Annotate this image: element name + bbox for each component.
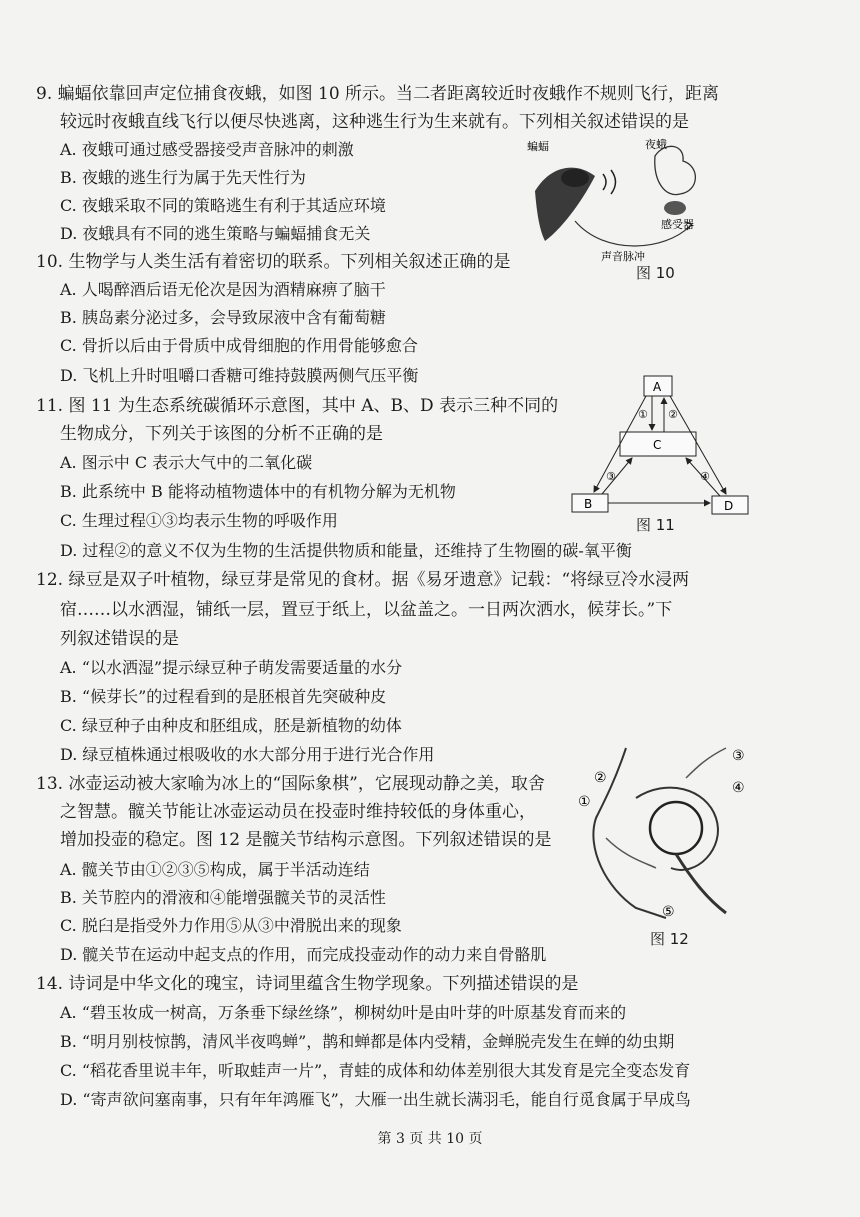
q14-option-a: A. “碧玉妆成一树高，万条垂下绿丝绦”，柳树幼叶是由叶芽的叶原基发育而来的 [60,1003,627,1022]
q13-stem-line3: 增加投壶的稳定。图 12 是髋关节结构示意图。下列叙述错误的是 [60,830,552,850]
q13-option-d: D. 髋关节在运动中起支点的作用，而完成投壶动作的动力来自骨骼肌 [60,945,547,964]
arrow-2-label: ② [668,408,678,421]
q9-stem-line1: 9. 蝙蝠依靠回声定位捕食夜蛾，如图 10 所示。当二者距离较近时夜蛾作不规则飞行，距离 [36,84,720,104]
q10-option-b: B. 胰岛素分泌过多，会导致尿液中含有葡萄糖 [60,308,386,327]
fig12-label-1: ① [578,794,591,810]
fig10-label-pulse: 声音脉冲 [601,250,645,263]
q11-option-c: C. 生理过程①③均表示生物的呼吸作用 [60,511,338,530]
node-d-label: D [724,499,734,513]
q14-option-b: B. “明月别枝惊鹊，清风半夜鸣蝉”，鹊和蝉都是体内受精，金蝉脱壳发生在蝉的幼虫期 [60,1032,675,1051]
arrow-4-label: ④ [700,470,710,483]
page-footer: 第 3 页 共 10 页 [377,1131,483,1147]
q14-stem: 14. 诗词是中华文化的瑰宝，诗词里蕴含生物学现象。下列描述错误的是 [36,974,579,994]
q14-option-c: C. “稻花香里说丰年，听取蛙声一片”，青蛙的成体和幼体差别很大其发育是完全变态发育 [60,1061,691,1080]
fig10-label-bat: 蝙蝠 [527,140,549,153]
q12-option-a: A. “以水洒湿”提示绿豆种子萌发需要适量的水分 [60,658,403,677]
q9-option-a: A. 夜蛾可通过感受器接受声音脉冲的刺激 [60,140,354,159]
figure-12-caption: 图 12 [650,930,689,948]
ligament-lines [606,748,726,868]
node-a-label: A [653,380,662,394]
fig12-label-2: ② [594,770,607,786]
q13-option-a: A. 髋关节由①②③⑤构成，属于半活动连结 [60,860,370,879]
fig10-label-moth: 夜蛾 [645,138,667,151]
fig12-label-3: ③ [732,748,745,764]
q9-option-c: C. 夜蛾采取不同的策略逃生有利于其适应环境 [60,196,386,215]
q12-option-d: D. 绿豆植株通过根吸收的水大部分用于进行光合作用 [60,745,435,764]
figure-11-carbon-cycle [566,372,756,520]
moth-body-icon [664,201,686,215]
bat-body-icon [561,169,589,187]
fig12-label-4: ④ [732,780,745,796]
q13-stem-line2: 之智慧。髋关节能让冰壶运动员在投壶时维持较低的身体重心， [60,802,536,822]
q11-option-d: D. 过程②的意义不仅为生物的生活提供物质和能量，还维持了生物圈的碳-氧平衡 [60,541,632,560]
q11-option-a: A. 图示中 C 表示大气中的二氧化碳 [60,453,313,472]
fig12-label-5: ⑤ [662,904,675,920]
q11-stem-line1: 11. 图 11 为生态系统碳循环示意图，其中 A、B、D 表示三种不同的 [36,396,559,416]
arrow-3-label: ③ [606,470,616,483]
node-c-label: C [653,438,662,452]
q13-option-b: B. 关节腔内的滑液和④能增强髋关节的灵活性 [60,888,386,907]
q11-stem-line2: 生物成分，下列关于该图的分析不正确的是 [60,424,383,444]
q13-option-c: C. 脱臼是指受外力作用⑤从③中滑脱出来的现象 [60,916,402,935]
q10-option-d: D. 飞机上升时咀嚼口香糖可维持鼓膜两侧气压平衡 [60,366,419,385]
q10-option-a: A. 人喝醉酒后语无伦次是因为酒精麻痹了脑干 [60,280,386,299]
q12-option-c: C. 绿豆种子由种皮和胚组成，胚是新植物的幼体 [60,716,402,735]
figure-10-bat-moth [515,136,735,266]
q12-stem-line1: 12. 绿豆是双子叶植物，绿豆芽是常见的食材。据《易牙遗意》记载：“将绿豆冷水浸两 [36,570,690,590]
figure-12-hip-joint [576,738,746,924]
q12-option-b: B. “候芽长”的过程看到的是胚根首先突破种皮 [60,687,387,706]
node-b-label: B [584,497,593,511]
figure-10-caption: 图 10 [636,264,675,282]
q9-option-b: B. 夜蛾的逃生行为属于先天性行为 [60,168,306,187]
q10-option-c: C. 骨折以后由于骨质中成骨细胞的作用骨能够愈合 [60,336,418,355]
q11-option-b: B. 此系统中 B 能将动植物遗体中的有机物分解为无机物 [60,482,456,501]
q14-option-d: D. “寄声欲问塞南事，只有年年鸿雁飞”，大雁一出生就长满羽毛，能自行觅食属于早成鸟 [60,1090,691,1109]
q9-stem-line2: 较远时夜蛾直线飞行以便尽快逃离，这种逃生行为生来就有。下列相关叙述错误的是 [60,112,689,132]
q10-stem: 10. 生物学与人类生活有着密切的联系。下列相关叙述正确的是 [36,252,511,272]
arrow-1-label: ① [638,408,648,421]
femoral-head [650,802,702,854]
figure-11-caption: 图 11 [636,516,675,534]
moth-wing-icon [655,146,696,194]
sound-wave-icon [603,170,616,194]
fig10-label-receptor: 感受器 [661,218,694,231]
q9-option-d: D. 夜蛾具有不同的逃生策略与蝙蝠捕食无关 [60,224,371,243]
q12-stem-line2: 宿……以水洒湿，铺纸一层，置豆于纸上，以盆盖之。一日两次洒水，候芽长。”下 [60,600,673,620]
q13-stem-line1: 13. 冰壶运动被大家喻为冰上的“国际象棋”，它展现动静之美，取舍 [36,774,545,794]
q12-stem-line3: 列叙述错误的是 [60,629,179,649]
